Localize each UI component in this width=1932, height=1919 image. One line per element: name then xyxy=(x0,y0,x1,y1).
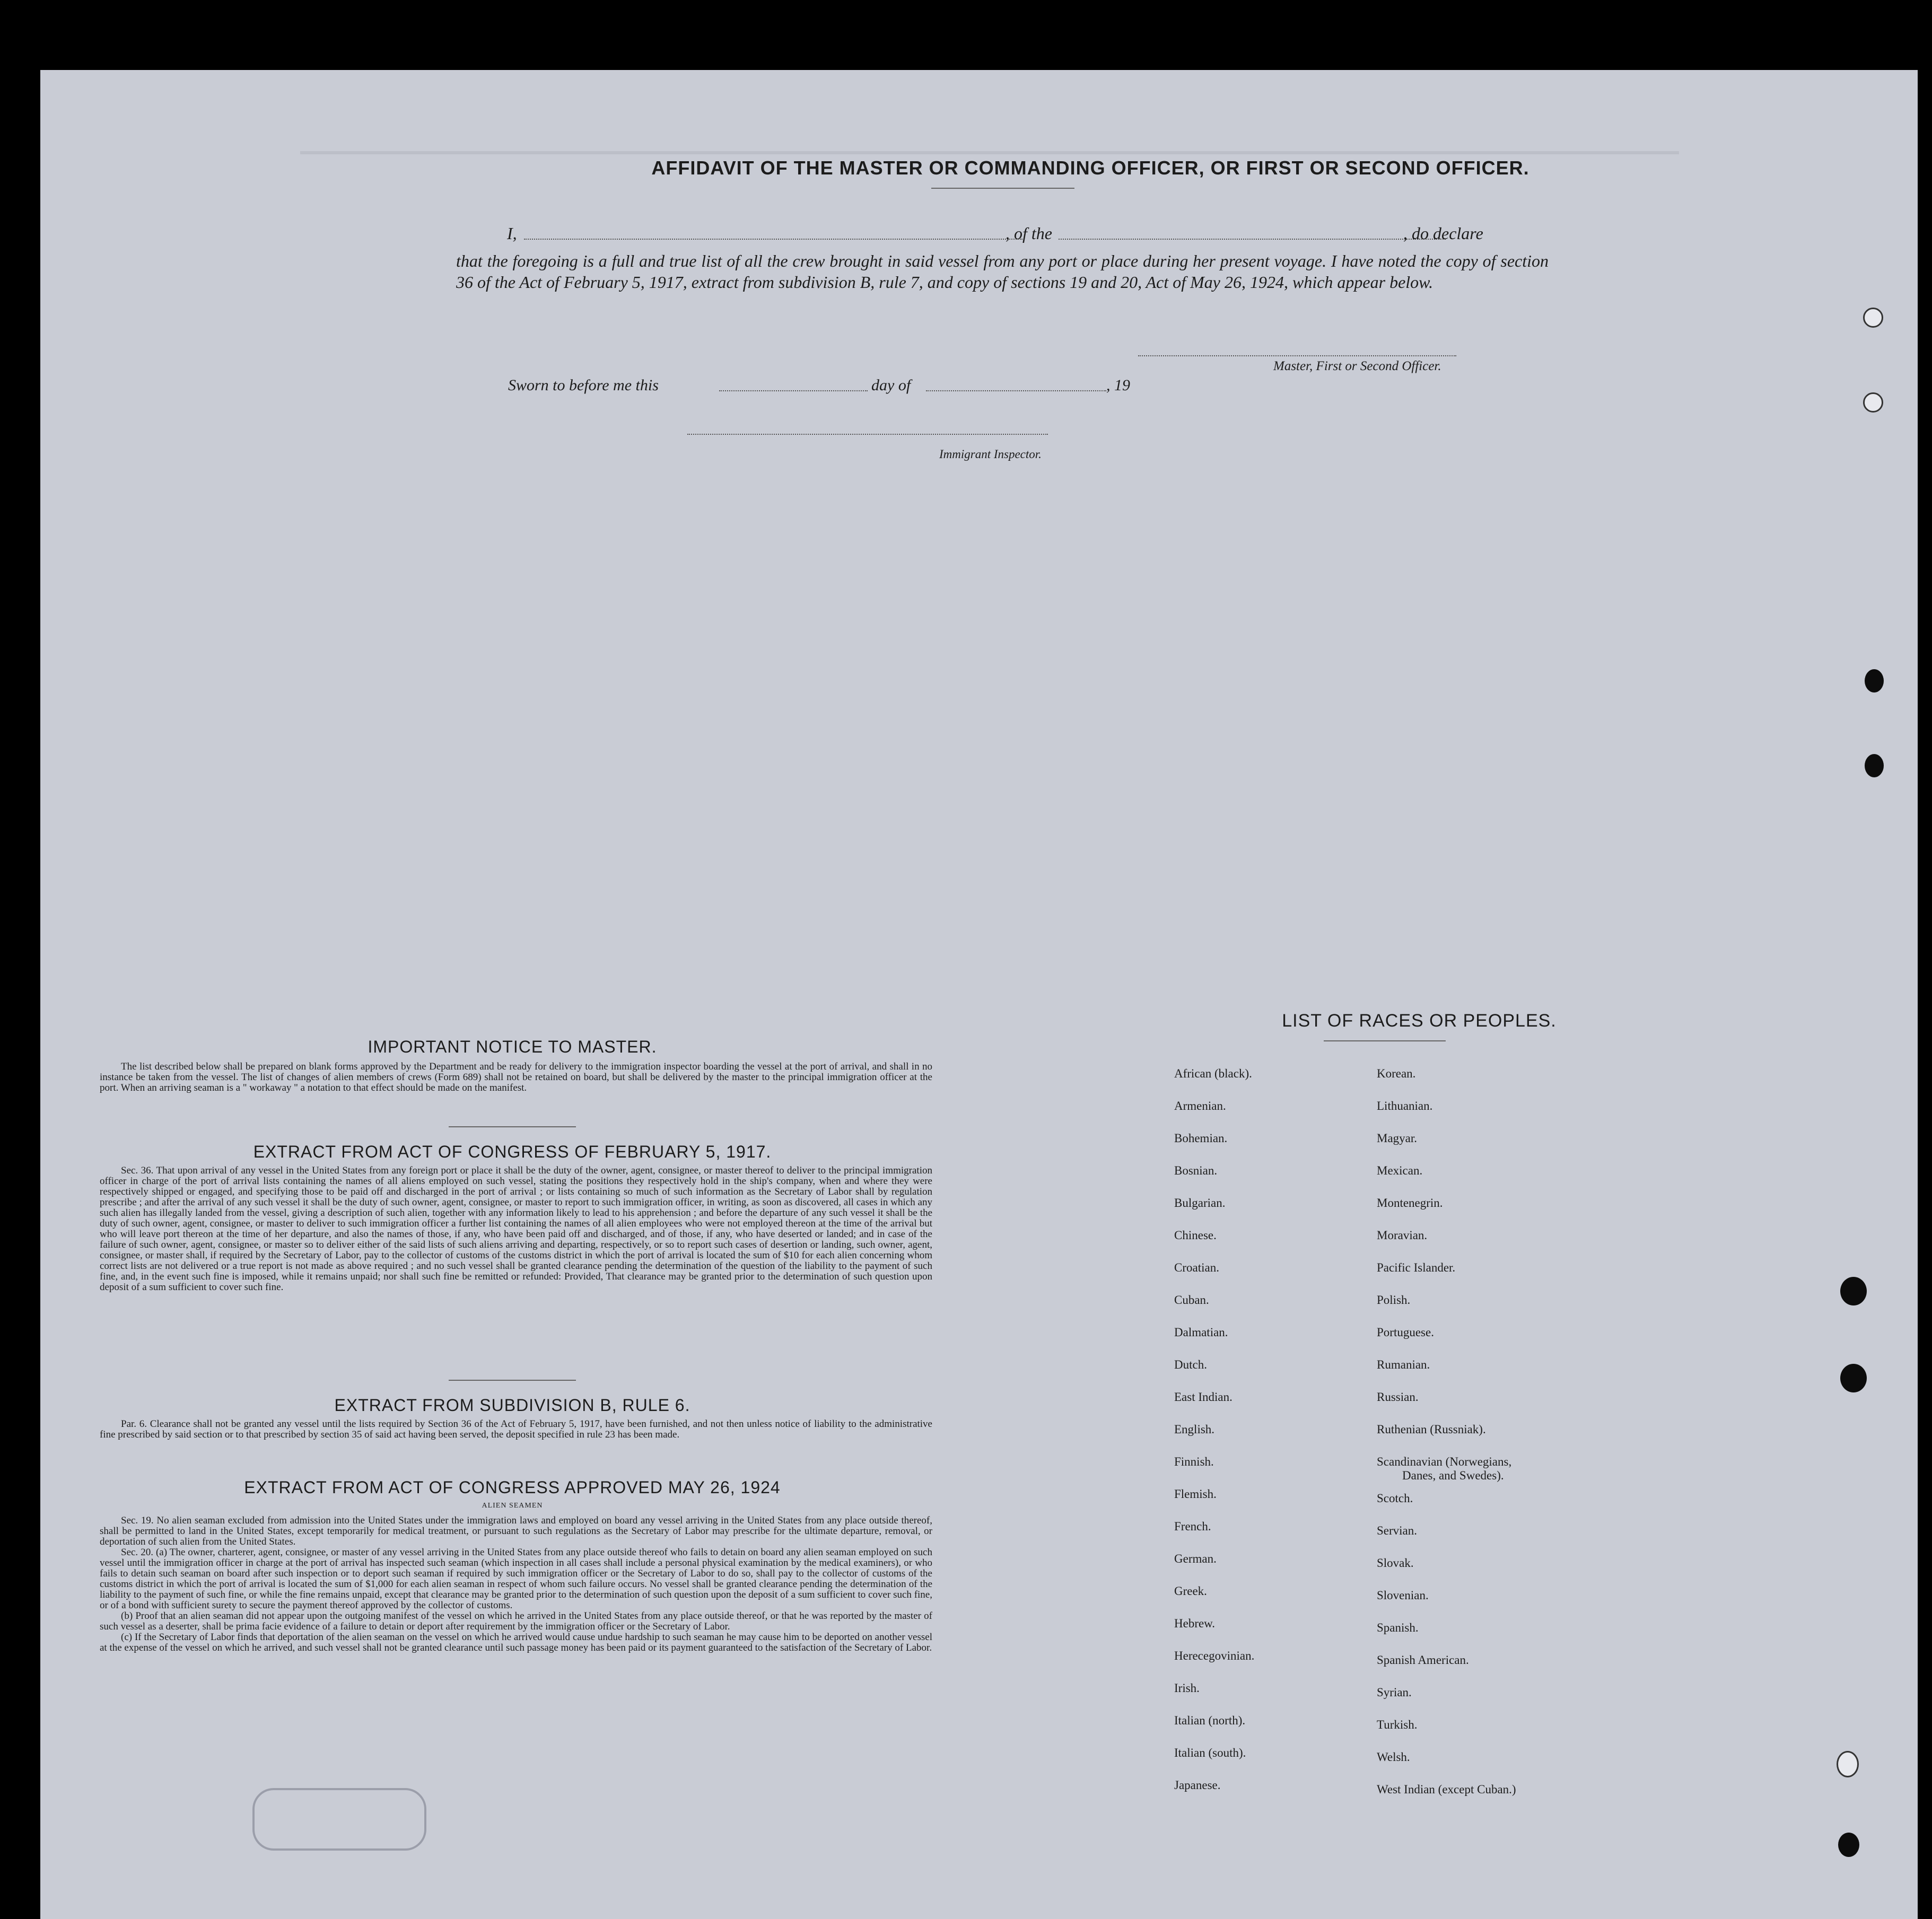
inspector-signature-field[interactable] xyxy=(687,434,1048,435)
faint-stamp xyxy=(252,1788,426,1851)
title-underline xyxy=(931,188,1074,189)
race-item: Italian (north). xyxy=(1174,1714,1246,1727)
race-item: Spanish. xyxy=(1377,1621,1419,1634)
race-item: Dalmatian. xyxy=(1174,1326,1228,1339)
race-item: Bohemian. xyxy=(1174,1132,1228,1145)
divider xyxy=(1324,1040,1446,1041)
affidavit-statement: that the foregoing is a full and true list of all the crew brought in said vessel from any port or place during her present voyage. I have noted the copy of section 36 of the Act of February 5, 1917, extract from subdivision B, rule 7, and copy of sections 19 and 20, Act of May 26, 1924, which appear below. xyxy=(456,251,1549,292)
race-item: Syrian. xyxy=(1377,1686,1412,1699)
race-item: East Indian. xyxy=(1174,1390,1232,1404)
punch-hole xyxy=(1863,308,1883,328)
sworn-month-field[interactable] xyxy=(926,390,1106,391)
subdivision-text: Par. 6. Clearance shall not be granted any vessel until the lists required by Section 36 of the Act of February 5, 1917, have been furnished, and not then unless notice of liability to the administrative fine prescribed by said section or to that prescribed by section 35 of said act having been served, the deposit specified in rule 23 has been made. xyxy=(100,1418,932,1440)
race-item: Greek. xyxy=(1174,1584,1207,1598)
race-item: French. xyxy=(1174,1520,1211,1533)
race-item: West Indian (except Cuban.) xyxy=(1377,1783,1516,1796)
race-item: Chinese. xyxy=(1174,1229,1217,1242)
race-item: Montenegrin. xyxy=(1377,1196,1443,1210)
document-page xyxy=(40,70,1918,1919)
race-item: Herecegovinian. xyxy=(1174,1649,1255,1662)
race-item: Flemish. xyxy=(1174,1487,1217,1501)
sworn-day-field[interactable] xyxy=(719,390,868,391)
master-signature-field[interactable] xyxy=(1138,355,1456,356)
race-item: Bosnian. xyxy=(1174,1164,1218,1177)
punch-hole xyxy=(1865,669,1884,693)
race-item: Bulgarian. xyxy=(1174,1196,1226,1210)
race-item: Portuguese. xyxy=(1377,1326,1434,1339)
declarant-label: I, xyxy=(507,224,517,243)
race-item: English. xyxy=(1174,1423,1215,1436)
punch-hole xyxy=(1865,754,1884,777)
race-item: Italian (south). xyxy=(1174,1746,1246,1759)
notice-text: The list described below shall be prepared on blank forms approved by the Department and be ready for delivery to the immigration inspector boarding the vessel at the port of arrival, and shall in no instance be taken from the vessel. The list of changes of alien members of crews (Form 689) shall not be retained on board, but shall be delivered by the master to the principal immigration officer at the port. When an arriving seaman is a " workaway " a notation to that effect should be made on the manifest. xyxy=(100,1061,932,1093)
race-item: Armenian. xyxy=(1174,1099,1226,1112)
race-item: Mexican. xyxy=(1377,1164,1423,1177)
affidavit-title: AFFIDAVIT OF THE MASTER OR COMMANDING OFFICER, OR FIRST OR SECOND OFFICER. xyxy=(651,157,1529,179)
race-item: Polish. xyxy=(1377,1293,1411,1307)
race-item: Hebrew. xyxy=(1174,1617,1216,1630)
races-title: LIST OF RACES OR PEOPLES. xyxy=(1282,1011,1557,1031)
notice-title: IMPORTANT NOTICE TO MASTER. xyxy=(368,1037,657,1056)
race-item: Cuban. xyxy=(1174,1293,1209,1307)
race-item: Russian. xyxy=(1377,1390,1419,1404)
punch-hole xyxy=(1840,1277,1867,1305)
year-label: , 19 xyxy=(1106,376,1130,394)
race-item: Japanese. xyxy=(1174,1778,1221,1792)
race-item: Welsh. xyxy=(1377,1750,1410,1764)
divider xyxy=(449,1126,576,1127)
extract-1924-text xyxy=(100,1515,932,1653)
race-item: Turkish. xyxy=(1377,1718,1418,1731)
sworn-label: Sworn to before me this xyxy=(508,376,659,394)
inspector-caption: Immigrant Inspector. xyxy=(939,448,1042,461)
race-item: German. xyxy=(1174,1552,1217,1565)
race-item: Scotch. xyxy=(1377,1492,1413,1505)
race-item: Korean. xyxy=(1377,1067,1416,1080)
do-declare-label: , do declare xyxy=(1403,224,1483,243)
race-item: Croatian. xyxy=(1174,1261,1219,1274)
race-item: Moravian. xyxy=(1377,1229,1428,1242)
alien-seamen-subtitle: ALIEN SEAMEN xyxy=(482,1502,543,1510)
subdivision-title: EXTRACT FROM SUBDIVISION B, RULE 6. xyxy=(334,1396,690,1415)
race-item: Servian. xyxy=(1377,1524,1418,1537)
race-item: Dutch. xyxy=(1174,1358,1207,1371)
race-item-continuation: Danes, and Swedes). xyxy=(1402,1469,1504,1482)
race-item: African (black). xyxy=(1174,1067,1252,1080)
punch-hole xyxy=(1863,392,1883,413)
race-item: Rumanian. xyxy=(1377,1358,1430,1371)
extract-1924-title: EXTRACT FROM ACT OF CONGRESS APPROVED MAY 26, 1924 xyxy=(244,1478,781,1497)
race-item: Spanish American. xyxy=(1377,1653,1469,1667)
vessel-name-field[interactable] xyxy=(1059,239,1446,240)
race-item: Ruthenian (Russniak). xyxy=(1377,1423,1486,1436)
extract-1917-text: Sec. 36. That upon arrival of any vessel in the United States from any foreign port or place it shall be the duty of the owner, agent, consignee, or master thereof to deliver to the principal immigration officer in charge of the port of arrival lists containing the names of all aliens employed on such vessel, stating the positions they respectively hold in the ship's company, when and where they were respectively shipped or engaged, and specifying those to be paid off and discharged in the port of arrival ; or lists containing so much of such information as the Secretary of Labor shall by regulation prescribe ; and after the arrival of any such vessel it shall be the duty of such owner, agent, consignee, or master to report to such immigration officer, in writing, as soon as discovered, all cases in which any such alien has illegally landed from the vessel, giving a description of such alien, together with any information likely to lead to his apprehension ; and before the departure of any such vessel it shall be the duty of such owner, agent, consignee, or master to deliver to such immigration officer a further list containing the names of all alien employees who were not employed thereon at the time of the arrival but who will leave port thereon at the time of her departure, and also the names of those, if any, who have been paid off and discharged, and of those, if any, who have deserted or landed; and in case of the failure of such owner, agent, consignee, or master so to deliver either of the said lists of such aliens arriving and departing, respectively, or so to report such cases of desertion or landing, such owner, agent, consignee, or master shall, if required by the Secretary of Labor, pay to the collector of customs of the customs district in which the port of arrival is located the sum of $10 for each alien concerning whom correct lists are not delivered or a true report is not made as above required ; and no such vessel shall be granted clearance pending the determination of the question of the liability to the payment of such fine, and, in the event such fine is imposed, while it remains unpaid; nor shall such fine be remitted or refunded: Provided, That clearance may be granted prior to the determination of such question upon deposit of a sum sufficient to cover such fine. xyxy=(100,1165,932,1293)
punch-hole xyxy=(1838,1833,1859,1857)
race-item: Irish. xyxy=(1174,1681,1200,1695)
declarant-name-field[interactable] xyxy=(524,239,1022,240)
day-of-label: day of xyxy=(871,376,911,394)
of-the-label: , of the xyxy=(1006,224,1052,243)
race-item: Slovenian. xyxy=(1377,1589,1429,1602)
race-item: Magyar. xyxy=(1377,1132,1418,1145)
divider xyxy=(449,1380,576,1381)
race-item: Slovak. xyxy=(1377,1556,1414,1570)
extract-1917-title: EXTRACT FROM ACT OF CONGRESS OF FEBRUARY 5, 1917. xyxy=(253,1142,772,1161)
race-item: Scandinavian (Norwegians, xyxy=(1377,1455,1512,1468)
punch-hole xyxy=(1837,1751,1859,1777)
race-item: Finnish. xyxy=(1174,1455,1214,1468)
race-item: Lithuanian. xyxy=(1377,1099,1433,1112)
punch-hole xyxy=(1840,1364,1867,1392)
master-signature-caption: Master, First or Second Officer. xyxy=(1273,359,1441,373)
section-20b: (b) Proof that an alien seaman did not appear upon the outgoing manifest of the vessel on which he arrived in the United States from any place outside thereof, or that he was reported by the master of such vessel as a deserter, shall be prima facie evidence of a failure to detain or deport after requirement by the immigration officer or the Secretary of Labor. xyxy=(100,1610,932,1632)
section-20c: (c) If the Secretary of Labor finds that deportation of the alien seaman on the vessel on which he arrived would cause undue hardship to such seaman he may cause him to be deported on another vessel at the expense of the vessel on which he arrived, and such vessel shall not be granted clearance until such passage money has been paid or its payment guaranteed to the satisfaction of the Secretary of Labor. xyxy=(100,1632,932,1653)
section-20a: Sec. 20. (a) The owner, charterer, agent, consignee, or master of any vessel arriving in the United States from any place outside thereof who fails to detain on board any alien seaman employed on such vessel until the immigration officer in charge at the port of arrival has inspected such seaman (which inspection in all cases shall include a personal physical examination by the medical examiners), or who fails to detain such seaman on board after such inspection or to deport such seaman if required by such immigration officer or the Secretary of Labor to do so, shall pay to the collector of customs of the customs district in which the port of arrival is located the sum of $1,000 for each alien seaman in respect of whom such failure occurs. No vessel shall be granted clearance pending the determination of the liability to the payment of such fine, or while the fine remains unpaid, except that clearance may be granted prior to the determination of such question upon the deposit of a sum sufficient to cover such fine, or of a bond with sufficient surety to secure the payment thereof approved by the collector of customs. xyxy=(100,1547,932,1611)
section-19: Sec. 19. No alien seaman excluded from admission into the United States under the immigration laws and employed on board any vessel arriving in the United States from any place outside thereof, shall be permitted to land in the United States, except temporarily for medical treatment, or pursuant to such regulations as the Secretary of Labor may prescribe for the ultimate departure, removal, or deportation of such alien from the United States. xyxy=(100,1515,932,1547)
race-item: Pacific Islander. xyxy=(1377,1261,1456,1274)
